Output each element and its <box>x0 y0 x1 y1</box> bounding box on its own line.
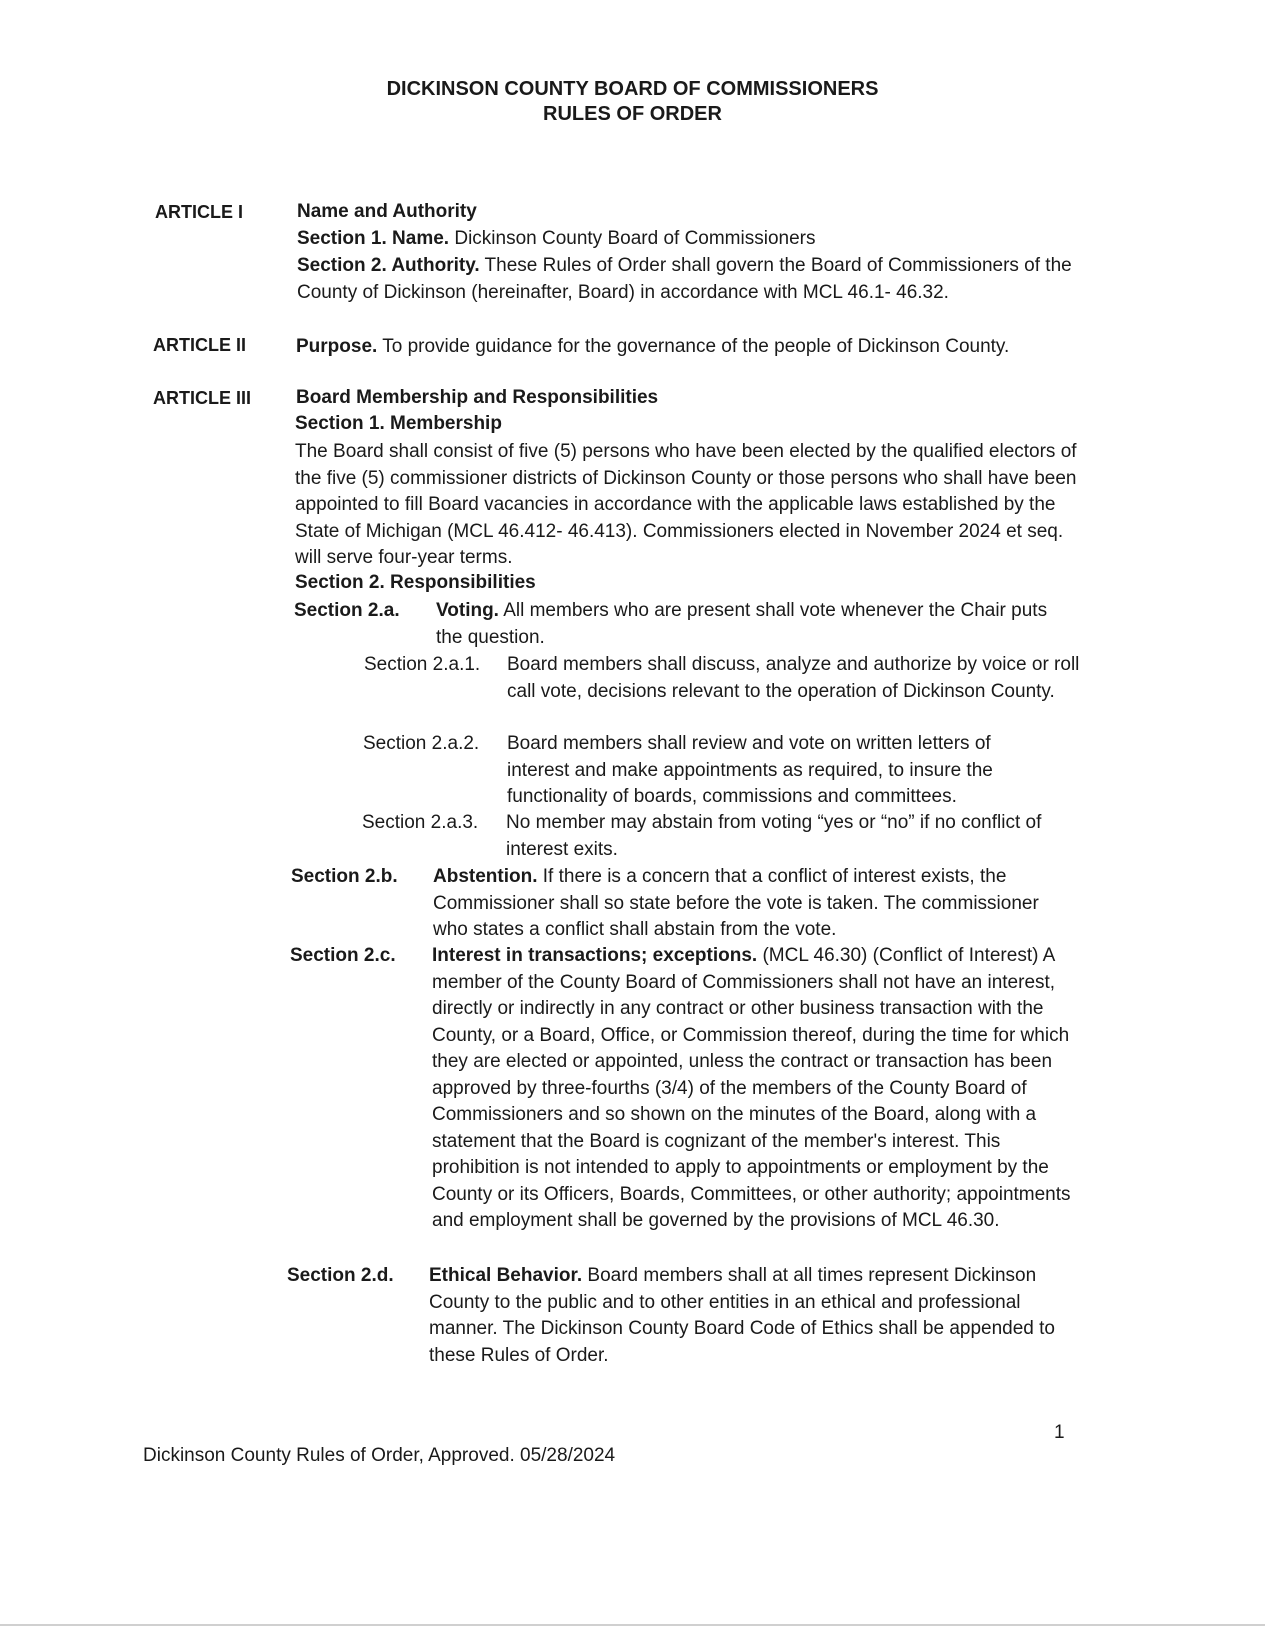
page-bottom-rule <box>0 1624 1265 1626</box>
article-3-section-1-text: The Board shall consist of five (5) persons who have been elected by the qualified electors of the five (5) commissioner districts of Dickinson County or those persons who shall have been appointed to fill Board vacancies in accordance with the applicable laws established by the State of Michigan (MCL 46.412- 46.413). Commissioners elected in November 2024 et seq. will serve four-year terms. <box>295 441 1077 568</box>
section-2c-label: Section 2.c. <box>290 945 396 966</box>
section-2b-text: If there is a concern that a conflict of interest exists, the Commissioner shall so state before the vote is taken. The commissioner who states a conflict shall abstain from the vote. <box>433 866 1039 940</box>
section-2c-body <box>432 943 1087 1235</box>
article-2-purpose-text: To provide guidance for the governance of the people of Dickinson County. <box>377 336 1010 357</box>
section-2b-body <box>433 864 1073 944</box>
section-2a-body <box>436 598 1056 651</box>
section-2a1-text: Board members shall discuss, analyze and authorize by voice or roll call vote, decisions relevant to the operation of Dickinson County. <box>507 654 1080 702</box>
section-2a-title: Voting. <box>436 600 499 621</box>
section-2b-title: Abstention. <box>433 866 538 887</box>
article-1-section-2-text: These Rules of Order shall govern the Board of Commissioners of the County of Dickinson (hereinafter, Board) in accordance with MCL 46.1- 46.32. <box>297 255 1072 303</box>
section-2a2-label: Section 2.a.2. <box>363 733 480 754</box>
article-2-label: ARTICLE II <box>153 335 246 355</box>
section-2d-body <box>429 1263 1069 1369</box>
article-3-heading: Board Membership and Responsibilities <box>296 387 659 408</box>
document-title-line1: DICKINSON COUNTY BOARD OF COMMISSIONERS <box>386 78 879 100</box>
section-2a-text: All members who are present shall vote whenever the Chair puts the question. <box>436 600 1048 648</box>
article-3-section-2-heading: Section 2. Responsibilities <box>295 572 536 593</box>
section-2a2-text: Board members shall review and vote on written letters of interest and make appointments as required, to insure the functionality of boards, commissions and committees. <box>507 733 993 807</box>
section-2a1-label: Section 2.a.1. <box>364 654 481 675</box>
section-2c-text: (MCL 46.30) (Conflict of Interest) A member of the County Board of Commissioners shall not have an interest, directly or indirectly in any contract or other business transaction with the County, or a Board, Office, or Commission thereof, during the time for which they are elected or appointed, unless the contract or transaction has been approved by three-fourths (3/4) of the members of the County Board of Commissioners and so shown on the minutes of the Board, along with a statement that the Board is cognizant of the member's interest. This prohibition is not intended to apply to appointments or employment by the County or its Officers, Boards, Committees, or other authority; appointments and employment shall be governed by the provisions of MCL 46.30. <box>432 945 1071 1231</box>
section-2c-title: Interest in transactions; exceptions. <box>432 945 758 966</box>
article-1-section-1-label: Section 1. Name. <box>297 228 450 249</box>
section-2a-label: Section 2.a. <box>294 600 400 621</box>
section-2d-title: Ethical Behavior. <box>429 1265 583 1286</box>
article-1-section-1 <box>297 226 1077 253</box>
article-3-label: ARTICLE III <box>153 388 251 408</box>
section-2a3-text: No member may abstain from voting “yes or “no” if no conflict of interest exits. <box>506 812 1042 860</box>
article-2-purpose-label: Purpose. <box>296 336 378 357</box>
section-2b-label: Section 2.b. <box>291 866 398 887</box>
article-1-section-2 <box>297 253 1077 306</box>
article-1-label: ARTICLE I <box>155 202 243 222</box>
article-1-section-2-label: Section 2. Authority. <box>297 255 480 276</box>
section-2d-label: Section 2.d. <box>287 1265 394 1286</box>
article-3-section-1-heading: Section 1. Membership <box>295 413 502 434</box>
article-1-heading: Name and Authority <box>297 201 477 222</box>
section-2a3-label: Section 2.a.3. <box>362 812 479 833</box>
section-2d-text: Board members shall at all times represent Dickinson County to the public and to other entities in an ethical and professional manner. The Dickinson County Board Code of Ethics shall be appended to these Rules of Order. <box>429 1265 1055 1366</box>
article-2-purpose <box>296 334 1086 361</box>
footer-text: Dickinson County Rules of Order, Approved. 05/28/2024 <box>143 1445 616 1466</box>
document-title-line2: RULES OF ORDER <box>543 103 722 125</box>
page-number: 1 <box>1054 1422 1065 1443</box>
article-1-section-1-text: Dickinson County Board of Commissioners <box>449 228 816 249</box>
